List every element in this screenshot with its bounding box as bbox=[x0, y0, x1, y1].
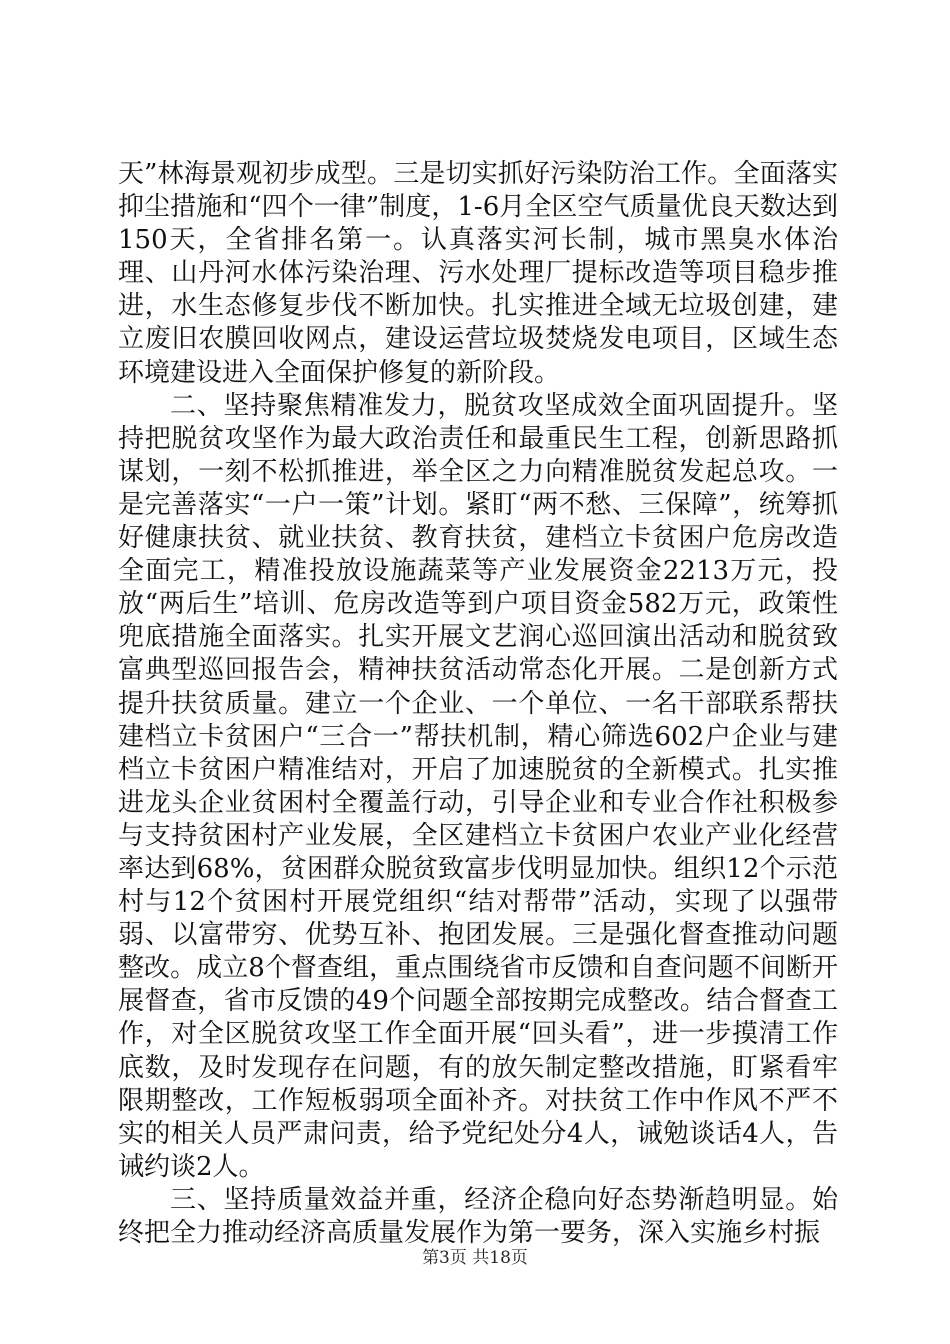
document-body bbox=[118, 158, 838, 1250]
page-number-footer: 第3页 共18页 bbox=[422, 1248, 528, 1268]
paragraph-poverty-alleviation: 二、坚持聚焦精准发力，脱贫攻坚成效全面巩固提升。坚持把脱贫攻坚作为最大政治责任和最重民生工程，创新思路抓谋划，一刻不松抓推进，举全区之力向精准脱贫发起总攻。一是完善落实“一户一策”计划。紧盯“两不愁、三保障”，统筹抓好健康扶贫、就业扶贫、教育扶贫，建档立卡贫困户危房改造全面完工，精准投放设施蔬菜等产业发展资金2213万元，投放“两后生”培训、危房改造等到户项目资金582万元，政策性兜底措施全面落实。扎实开展文艺润心巡回演出活动和脱贫致富典型巡回报告会，精神扶贫活动常态化开展。二是创新方式提升扶贫质量。建立一个企业、一个单位、一名干部联系帮扶建档立卡贫困户“三合一”帮扶机制，精心筛选602户企业与建档立卡贫困户精准结对，开启了加速脱贫的全新模式。扎实推进龙头企业贫困村全覆盖行动，引导企业和专业合作社积极参与支持贫困村产业发展，全区建档立卡贫困户农业产业化经营率达到68%，贫困群众脱贫致富步伐明显加快。组织12个示范村与12个贫困村开展党组织“结对帮带”活动，实现了以强带弱、以富带穷、优势互补、抱团发展。三是强化督查推动问题整改。成立8个督查组，重点围绕省市反馈和自查问题不间断开展督查，省市反馈的49个问题全部按期完成整改。结合督查工作，对全区脱贫攻坚工作全面开展“回头看”，进一步摸清工作底数，及时发现存在问题，有的放矢制定整改措施，盯紧看牢限期整改，工作短板弱项全面补齐。对扶贫工作中作风不严不实的相关人员严肃问责，给予党纪处分4人，诫勉谈话4人，告诫约谈2人。 bbox=[118, 390, 838, 1182]
paragraph-economy: 三、坚持质量效益并重，经济企稳向好态势渐趋明显。始终把全力推动经济高质量发展作为第一要务，深入实施乡村振 bbox=[118, 1184, 838, 1248]
paragraph-continuation: 天”林海景观初步成型。三是切实抓好污染防治工作。全面落实抑尘措施和“四个一律”制度，1-6月全区空气质量优良天数达到150天，全省排名第一。认真落实河长制，城市黑臭水体治理、山丹河水体污染治理、污水处理厂提标改造等项目稳步推进，水生态修复步伐不断加快。扎实推进全域无垃圾创建，建立废旧农膜回收网点，建设运营垃圾焚烧发电项目，区域生态环境建设进入全面保护修复的新阶段。 bbox=[118, 159, 838, 388]
